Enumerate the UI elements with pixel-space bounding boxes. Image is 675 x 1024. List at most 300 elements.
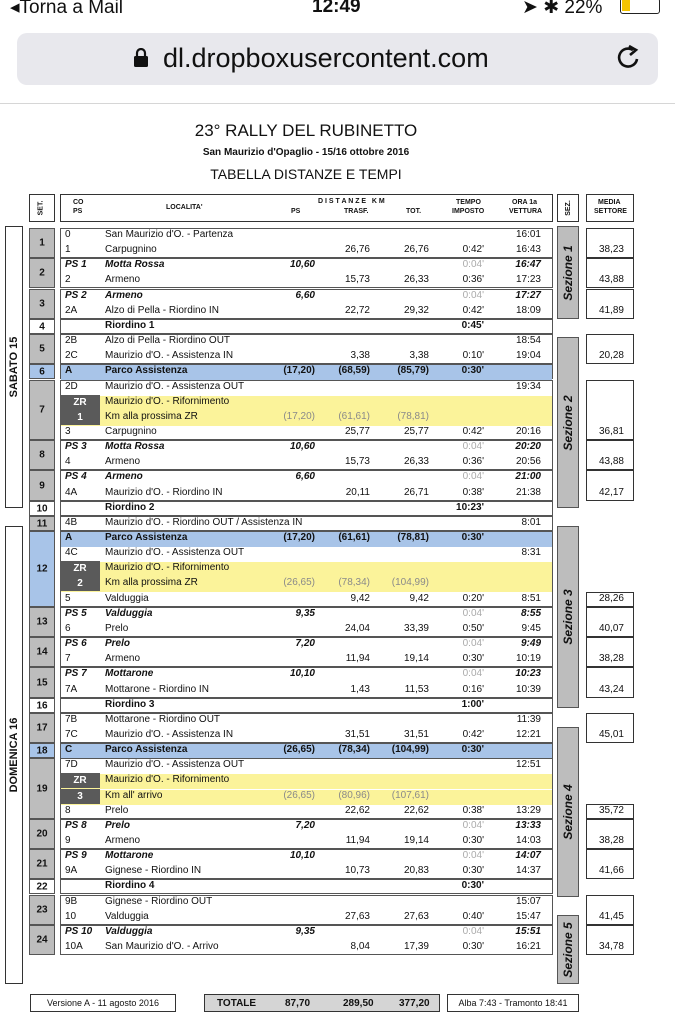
table-row (60, 349, 553, 364)
sector-number-label: 18 (36, 745, 48, 756)
cell-ps: 9,35 (295, 926, 315, 937)
cell-co: 4A (65, 487, 78, 498)
header-co-ps: PS (73, 208, 83, 215)
cell-ps: 10,10 (289, 850, 315, 861)
cell-ora: 15:47 (515, 911, 541, 922)
cell-ora: 10:23 (515, 668, 541, 679)
cell-ora: 18:54 (515, 335, 541, 346)
cell-tm: 0:38' (462, 487, 484, 498)
sector-number-label: 19 (36, 783, 48, 794)
cell-ps: 6,60 (295, 290, 315, 301)
cell-tm: 0:04' (462, 441, 484, 452)
cell-tm: 0:04' (462, 668, 484, 679)
cell-tr: (80,96) (338, 790, 370, 801)
cell-tr: 22,62 (344, 805, 370, 816)
sector-average: 43,88 (598, 274, 624, 285)
table-row (60, 425, 553, 440)
cell-loc: Mottarone - Riordino OUT (105, 714, 221, 725)
cell-loc: Armeno (105, 835, 141, 846)
cell-loc: Valduggia (105, 608, 153, 619)
table-row (60, 243, 553, 258)
cell-tr: 11,94 (345, 835, 370, 846)
cell-tm: 0:04' (462, 638, 484, 649)
sector-number (29, 258, 55, 288)
table-row (60, 304, 553, 319)
table-row (60, 576, 553, 591)
cell-loc: Km alla prossima ZR (105, 577, 198, 588)
sector-number-label: 15 (36, 677, 48, 688)
table-row (60, 380, 553, 395)
cell-tm: 0:42' (462, 244, 484, 255)
cell-co: PS 7 (65, 668, 87, 679)
table-row (60, 501, 553, 516)
table-row (60, 319, 553, 334)
header-media: MEDIA (598, 199, 621, 206)
header-sez: SEZ. (564, 200, 572, 216)
cell-ora: 16:21 (515, 941, 541, 952)
header-vettura: VETTURA (509, 208, 543, 215)
cell-tm: 0:50' (462, 623, 484, 634)
cell-ps: 7,20 (295, 820, 315, 831)
sector-average: 41,66 (598, 865, 624, 876)
cell-ora: 8:55 (520, 608, 541, 619)
cell-loc: Armeno (105, 653, 141, 664)
sector-number-label: 8 (39, 449, 45, 461)
lock-icon (133, 48, 149, 73)
cell-loc: Valduggia (105, 926, 153, 937)
version-label: Versione A - 11 agosto 2016 (30, 994, 176, 1012)
sector-number-label: 17 (36, 722, 48, 734)
sector-number-label: 16 (36, 700, 48, 711)
cell-co: 7A (65, 684, 78, 695)
table-row (60, 486, 553, 501)
cell-co: 1 (65, 244, 71, 255)
cell-loc: Mottarone (105, 850, 154, 861)
cell-tm: 0:10' (462, 350, 484, 361)
cell-co: A (65, 532, 73, 543)
header-set: SET. (37, 200, 45, 216)
sector-average: 36,81 (598, 426, 624, 437)
cell-loc: Riordino 3 (105, 699, 155, 710)
sector-number-label: 21 (36, 858, 48, 870)
table-row (60, 925, 553, 940)
cell-loc: Parco Assistenza (105, 744, 188, 755)
table-row (60, 273, 553, 288)
sector-number-label: 2 (39, 267, 45, 279)
cell-loc: Mottarone (105, 668, 154, 679)
section-5: Sezione 5 (557, 915, 579, 984)
cell-tr: 11,94 (345, 653, 370, 664)
cell-tot: 9,42 (409, 593, 429, 604)
sector-number (29, 819, 55, 849)
cell-co: 9 (65, 835, 71, 846)
cell-tot: 17,39 (403, 941, 429, 952)
cell-tr: 22,72 (344, 305, 370, 316)
sector-number-label: 24 (36, 934, 48, 946)
cell-ora: 19:34 (515, 381, 541, 392)
sector-number (29, 849, 55, 879)
cell-tm: 0:42' (462, 426, 484, 437)
sector-number (29, 440, 55, 470)
cell-co: PS 1 (65, 259, 87, 270)
cell-loc: Carpugnino (105, 244, 157, 255)
cell-tot: (104,99) (391, 744, 429, 755)
sector-number (29, 667, 55, 698)
cell-ora: 16:47 (515, 259, 541, 270)
battery-percent: 22% (564, 0, 603, 18)
table-row (60, 804, 553, 819)
cell-tm: 0:30' (462, 865, 484, 876)
cell-ora: 21:00 (515, 471, 541, 482)
table-row (60, 940, 553, 955)
cell-tm: 0:42' (462, 305, 484, 316)
cell-tot: 20,83 (403, 865, 429, 876)
cell-loc: Maurizio d'O. - Rifornimento (105, 562, 230, 573)
table-row (60, 683, 553, 698)
sector-average: 38,28 (598, 653, 624, 664)
cell-co: 7C (65, 729, 78, 740)
location-icon: ➤ (522, 0, 538, 18)
cell-co: PS 2 (65, 290, 87, 301)
table-row (60, 546, 553, 561)
day-label-saturday: SABATO 15 (5, 226, 23, 508)
cell-tot: 26,33 (403, 456, 429, 467)
cell-tm: 0:04' (462, 471, 484, 482)
cell-co: 9B (65, 896, 78, 907)
cell-tm: 0:16' (462, 684, 484, 695)
table-row (60, 637, 553, 652)
cell-ora: 12:21 (515, 729, 541, 740)
cell-ora: 14:07 (515, 850, 541, 861)
cell-loc: Alzo di Pella - Riordino OUT (105, 335, 231, 346)
total-ps: 87,70 (285, 998, 311, 1009)
table-title: TABELLA DISTANZE E TEMPI (210, 166, 402, 182)
table-row (60, 789, 553, 804)
sector-number (29, 743, 55, 758)
sector-average: 35,72 (598, 805, 624, 816)
sector-number (29, 925, 55, 955)
cell-ora: 8:51 (521, 593, 541, 604)
document-title: 23° RALLY DEL RUBINETTO (194, 121, 418, 140)
cell-loc: Mottarone - Riordino IN (105, 684, 209, 695)
table-row (60, 395, 553, 410)
cell-ora: 11:39 (516, 714, 541, 725)
cell-loc: Riordino 2 (105, 502, 155, 513)
cell-loc: Armeno (105, 471, 143, 482)
cell-loc: Prelo (105, 638, 131, 649)
table-row (60, 667, 553, 682)
cell-loc: Motta Rossa (105, 441, 165, 452)
cell-co: 10A (65, 941, 83, 952)
sector-number-label: 4 (39, 321, 45, 332)
cell-tm: 1:00' (461, 699, 484, 710)
table-row (60, 849, 553, 864)
cell-tr: 24,04 (344, 623, 370, 634)
cell-ps: (17,20) (283, 411, 315, 422)
cell-tm: 0:30' (462, 835, 484, 846)
header-tot: TOT. (406, 208, 422, 215)
table-row (60, 743, 553, 758)
day-label-sunday: DOMENICA 16 (5, 526, 23, 984)
table-row (60, 561, 553, 576)
cell-loc: Armeno (105, 274, 141, 285)
cell-co: PS 9 (65, 850, 87, 861)
sector-number-label: 5 (39, 343, 45, 355)
cell-ora: 21:38 (515, 487, 541, 498)
cell-tm: 0:04' (462, 290, 484, 301)
cell-tr: 25,77 (344, 426, 370, 437)
cell-loc: Alzo di Pella - Riordino IN (105, 305, 219, 316)
table-row (60, 607, 553, 622)
sector-number (29, 895, 55, 925)
cell-co: 4C (65, 547, 78, 558)
cell-co: ZR (60, 561, 100, 576)
cell-tm: 0:45' (461, 320, 484, 331)
cell-tm: 0:30' (461, 744, 484, 755)
cell-co: 2D (65, 381, 78, 392)
sector-number (29, 319, 55, 334)
cell-ps: 7,20 (295, 638, 315, 649)
cell-ora: 9:49 (520, 638, 541, 649)
header-localita: LOCALITA' (166, 204, 203, 211)
cell-co: 3 (65, 426, 71, 437)
sector-number-label: 22 (36, 881, 48, 892)
sector-average: 42,17 (598, 487, 624, 498)
cell-co: 3 (60, 789, 100, 804)
cell-ora: 19:04 (515, 350, 541, 361)
table-row (60, 455, 553, 470)
cell-ps: 6,60 (295, 471, 315, 482)
cell-tr: 1,43 (350, 684, 370, 695)
sector-number-label: 10 (36, 503, 48, 514)
cell-ora: 15:51 (515, 926, 541, 937)
cell-ora: 20:16 (515, 426, 541, 437)
cell-co: 6 (65, 623, 71, 634)
table-row (60, 652, 553, 667)
sunrise-sunset-label: Alba 7:43 - Tramonto 18:41 (447, 994, 579, 1012)
cell-ora: 16:01 (515, 229, 541, 240)
cell-loc: Maurizio d'O. - Rifornimento (105, 774, 230, 785)
cell-tot: 19,14 (403, 653, 429, 664)
table-row (60, 516, 553, 531)
cell-tot: 19,14 (403, 835, 429, 846)
cell-co: PS 8 (65, 820, 87, 831)
cell-tot: 25,77 (403, 426, 429, 437)
status-bar (0, 0, 675, 22)
table-row (60, 228, 553, 243)
cell-tot: 3,38 (409, 350, 429, 361)
cell-loc: Parco Assistenza (105, 532, 188, 543)
cell-tr: (78,34) (338, 744, 370, 755)
sector-number-label: 13 (36, 616, 48, 628)
clock: 12:49 (312, 0, 361, 17)
cell-co: PS 4 (65, 471, 87, 482)
cell-co: ZR (60, 395, 100, 410)
header-ps: PS (291, 208, 301, 215)
table-row (60, 834, 553, 849)
cell-tot: 33,39 (403, 623, 429, 634)
cell-tot: (104,99) (391, 577, 429, 588)
cell-loc: Armeno (105, 456, 141, 467)
cell-loc: San Maurizio d'O. - Arrivo (105, 941, 219, 952)
cell-co: 4B (65, 517, 78, 528)
cell-loc: Maurizio d'O. - Assistenza IN (105, 729, 234, 740)
cell-ora: 15:07 (515, 896, 541, 907)
cell-tm: 0:04' (462, 820, 484, 831)
sector-average: 28,26 (598, 593, 624, 604)
cell-ps: (26,65) (283, 744, 315, 755)
sector-average: 43,24 (598, 684, 624, 695)
sector-average: 40,07 (598, 623, 624, 634)
table-row (60, 895, 553, 910)
cell-co: PS 10 (65, 926, 93, 937)
cell-ora: 17:23 (515, 274, 541, 285)
cell-tot: 26,76 (403, 244, 429, 255)
cell-loc: San Maurizio d'O. - Partenza (105, 229, 234, 240)
table-row (60, 758, 553, 773)
section-4: Sezione 4 (557, 727, 579, 897)
cell-tm: 0:30' (461, 880, 484, 891)
header-ora: ORA 1a (512, 199, 538, 206)
cell-ps: 10,10 (289, 668, 315, 679)
cell-co: 10 (65, 911, 77, 922)
section-3: Sezione 3 (557, 526, 579, 708)
table-row (60, 864, 553, 879)
table-row (60, 819, 553, 834)
cell-ps: (26,65) (283, 790, 315, 801)
cell-tr: (61,61) (338, 411, 370, 422)
cell-co: 9A (65, 865, 78, 876)
sector-number (29, 334, 55, 364)
sector-number (29, 698, 55, 713)
cell-co: 1 (60, 410, 100, 425)
cell-tr: 9,42 (350, 593, 370, 604)
header-imposto: IMPOSTO (452, 208, 485, 215)
cell-tr: 8,04 (350, 941, 370, 952)
table-row (60, 440, 553, 455)
cell-co: PS 5 (65, 608, 87, 619)
cell-co: A (65, 365, 73, 376)
header-trasf: TRASF. (344, 208, 369, 215)
cell-co: 7 (65, 653, 71, 664)
sector-number (29, 501, 55, 516)
table-row (60, 773, 553, 788)
cell-ora: 13:33 (515, 820, 541, 831)
cell-co: 7B (65, 714, 78, 725)
cell-co: 8 (65, 805, 71, 816)
cell-tr: 15,73 (344, 274, 370, 285)
url-text[interactable]: dl.dropboxusercontent.com (163, 43, 489, 73)
cell-tm: 0:30' (461, 365, 484, 376)
cell-tot: 31,51 (403, 729, 429, 740)
cell-tot: 22,62 (403, 805, 429, 816)
sector-number-label: 11 (36, 518, 48, 529)
sector-number-label: 12 (36, 563, 48, 575)
cell-co: 2 (60, 576, 100, 591)
cell-loc: Maurizio d'O. - Assistenza IN (105, 350, 234, 361)
cell-loc: Motta Rossa (105, 259, 165, 270)
cell-tot: 29,32 (403, 305, 429, 316)
cell-loc: Maurizio d'O. - Assistenza OUT (105, 547, 245, 558)
cell-loc: Prelo (105, 623, 129, 634)
sector-number-label: 6 (39, 366, 45, 377)
cell-tot: 11,53 (404, 684, 429, 695)
cell-tr: (78,34) (338, 577, 370, 588)
sector-number (29, 758, 55, 819)
cell-ora: 10:19 (515, 653, 541, 664)
cell-tm: 10:23' (456, 502, 484, 513)
cell-loc: Maurizio d'O. - Riordino OUT / Assistenza IN (105, 517, 303, 528)
sector-number-label: 1 (39, 237, 45, 249)
cell-ora: 17:27 (515, 290, 541, 301)
cell-tr: 10,73 (344, 865, 370, 876)
cell-loc: Prelo (105, 805, 129, 816)
cell-co: 0 (65, 229, 71, 240)
battery-icon (620, 0, 660, 14)
cell-loc: Riordino 1 (105, 320, 155, 331)
table-row (60, 258, 553, 273)
cell-ora: 16:43 (515, 244, 541, 255)
cell-tot: (78,81) (397, 532, 429, 543)
sector-number (29, 607, 55, 637)
sector-number-label: 14 (36, 646, 48, 658)
cell-tr: (61,61) (338, 532, 370, 543)
cell-tot: 27,63 (403, 911, 429, 922)
table-row (60, 334, 553, 349)
table-row (60, 698, 553, 713)
cell-tot: (107,61) (391, 790, 429, 801)
status-icons (522, 0, 602, 19)
cell-loc: Carpugnino (105, 426, 157, 437)
cell-ps: 9,35 (295, 608, 315, 619)
address-bar[interactable] (17, 33, 658, 85)
total-tot: 377,20 (399, 998, 430, 1009)
header-co: CO (73, 199, 84, 206)
bluetooth-icon: ✱ (543, 0, 560, 18)
sector-average: 34,78 (598, 941, 624, 952)
cell-loc: Maurizio d'O. - Assistenza OUT (105, 381, 245, 392)
cell-ora: 20:20 (515, 441, 541, 452)
cell-loc: Prelo (105, 820, 131, 831)
cell-ps: 10,60 (289, 441, 315, 452)
header-settore: SETTORE (594, 208, 627, 215)
reload-icon[interactable] (616, 44, 642, 77)
cell-ps: (17,20) (283, 532, 315, 543)
cell-ora: 18:09 (515, 305, 541, 316)
sector-number-label: 7 (39, 404, 45, 416)
cell-co: 7D (65, 759, 78, 770)
cell-tr: 20,11 (345, 487, 370, 498)
sector-number (29, 380, 55, 440)
sector-number (29, 531, 55, 607)
cell-ora: 8:31 (521, 547, 541, 558)
sector-number (29, 364, 55, 379)
cell-ora: 14:03 (515, 835, 541, 846)
sector-average: 41,45 (598, 911, 624, 922)
cell-tm: 0:36' (462, 456, 484, 467)
cell-tm: 0:04' (462, 608, 484, 619)
table-row (60, 713, 553, 728)
cell-loc: Maurizio d'O. - Rifornimento (105, 396, 230, 407)
back-to-mail-link[interactable]: ◂Torna a Mail (10, 0, 124, 18)
cell-co: PS 3 (65, 441, 87, 452)
cell-tm: 0:04' (462, 926, 484, 937)
cell-loc: Gignese - Riordino OUT (105, 896, 213, 907)
table-row (60, 410, 553, 425)
sector-average: 20,28 (598, 350, 624, 361)
sector-number (29, 470, 55, 501)
sector-number-label: 23 (36, 904, 48, 916)
